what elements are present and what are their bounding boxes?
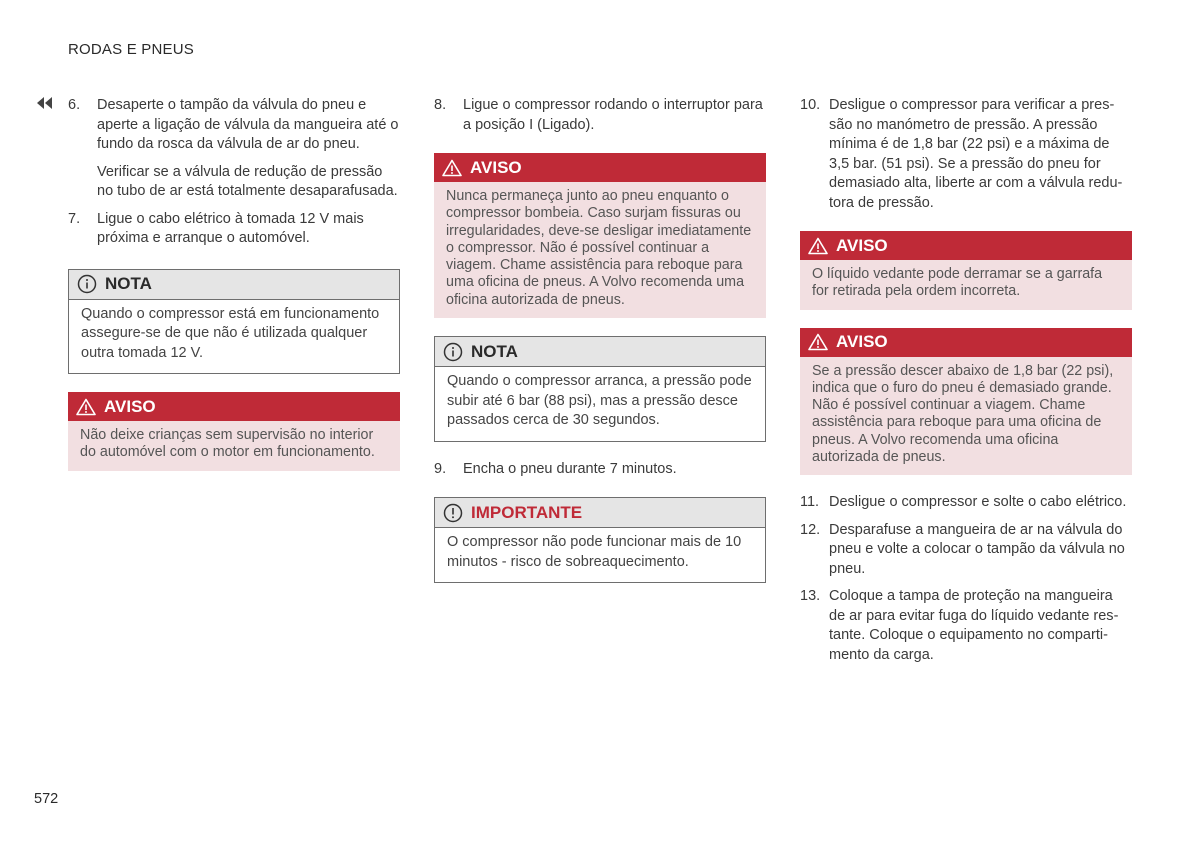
step-text: Ligue o cabo elétrico à tomada 12 V mais próxima e arranque o automóvel. [97, 210, 364, 246]
step-text: Desparafuse a mangueira de ar na válvula do pneu e volte a colocar o tampão da válvula no pneu. [829, 521, 1125, 577]
note-title: NOTA [105, 274, 152, 294]
important-header [435, 498, 765, 528]
step-text: Desligue o compressor para verificar a pressão no manómetro de pressão. A pressão mínima é de 1,8 bar (22 psi) e a máxima de 3,5 bar. (51 psi). Se a pressão do pneu for demasiado alta, liberte ar com a válvula redutora de pressão. [829, 97, 1123, 211]
step-7 [68, 210, 400, 249]
step-number: 8. [434, 97, 447, 113]
exclamation-circle-icon [443, 503, 463, 523]
warning-box [434, 153, 766, 318]
step-8 [434, 96, 766, 135]
column-2 [434, 96, 766, 603]
warning-box [800, 231, 1132, 310]
step-number: 11. [800, 494, 820, 511]
step-text: Desaperte o tampão da válvula do pneu e aperte a ligação de válvula da mangueira até o fundo da rosca da válvula de ar do pneu. [97, 97, 399, 152]
warning-header [68, 392, 400, 421]
step-11 [800, 493, 1132, 513]
important-box [434, 497, 766, 583]
important-text: O compressor não pode funcionar mais de 10 minutos - risco de sobreaquecimento. [447, 534, 742, 570]
step-6 [68, 96, 400, 155]
note-header [435, 337, 765, 367]
column-1 [68, 96, 400, 491]
step-number: 6. [68, 97, 81, 113]
warning-title: AVISO [470, 157, 522, 177]
warning-text: O líquido vedante pode derramar se a garrafa for retirada pela ordem incorreta. [812, 266, 1103, 300]
step-number: 10. [800, 97, 821, 113]
step-number: 7. [68, 210, 81, 227]
step-13 [800, 587, 1132, 665]
section-header: RODAS E PNEUS [68, 41, 194, 58]
warning-triangle-icon [808, 237, 828, 255]
page-number: 572 [34, 791, 59, 807]
step-10 [800, 96, 1132, 213]
warning-title: AVISO [836, 235, 888, 255]
warning-triangle-icon [76, 398, 96, 416]
note-text: Quando o compressor arranca, a pressão pode subir até 6 bar (88 psi), mas a pressão desce passados cerca de 30 segundos. [447, 373, 752, 429]
warning-box [68, 392, 400, 471]
warning-text: Nunca permaneça junto ao pneu enquanto o compressor bombeia. Caso surjam fissuras ou irregularidades, deve-se desligar imediatamente o compressor. Não é possível continuar a viagem. Chame assistência para reboque para uma oficina de pneus. A Volvo recomenda uma oficina autorizada de pneus. [446, 188, 752, 308]
step-number: 13. [800, 588, 821, 605]
step-text: Ligue o compressor rodando o interruptor para a posição I (Ligado). [463, 97, 763, 133]
warning-header [434, 153, 766, 182]
step-text: Desligue o compressor e solte o cabo elétrico. [829, 494, 1127, 511]
warning-text: Se a pressão descer abaixo de 1,8 bar (22 psi), indica que o furo do pneu é demasiado grande. Não é possível continuar a viagem. Chame assistência para reboque para uma oficina de pneus. A Volvo recomenda uma oficina autorizada de pneus. [812, 362, 1114, 466]
step-number: 12. [800, 521, 821, 538]
step-6-subtext: Verificar se a válvula de redução de pressão no tubo de ar está totalmente desaparafusada. [97, 163, 398, 199]
step-9 [434, 460, 766, 480]
note-title: NOTA [471, 341, 518, 361]
step-text: Coloque a tampa de proteção na mangueira de ar para evitar fuga do líquido vedante restante. Coloque o equipamento no compartimento da carga. [829, 588, 1119, 663]
warning-text: Não deixe crianças sem supervisão no interior do automóvel com o motor em funcionamento. [80, 427, 375, 461]
warning-title: AVISO [836, 332, 888, 352]
note-text: Quando o compressor está em funcionamento assegure-se de que não é utilizada qualquer outra tomada 12 V. [81, 305, 380, 361]
warning-title: AVISO [104, 396, 156, 416]
info-circle-icon [443, 342, 463, 362]
warning-triangle-icon [442, 159, 462, 177]
info-circle-icon [77, 274, 97, 294]
double-left-arrow-icon[interactable] [36, 97, 54, 109]
warning-header [800, 328, 1132, 357]
warning-box [800, 328, 1132, 476]
warning-header [800, 231, 1132, 260]
important-title: IMPORTANTE [471, 502, 583, 522]
note-box [434, 336, 766, 442]
note-header [69, 270, 399, 300]
note-box [68, 269, 400, 375]
step-text: Encha o pneu durante 7 minutos. [463, 460, 677, 477]
step-number: 9. [434, 460, 447, 477]
column-3 [800, 96, 1132, 673]
step-12 [800, 521, 1132, 580]
warning-triangle-icon [808, 333, 828, 351]
